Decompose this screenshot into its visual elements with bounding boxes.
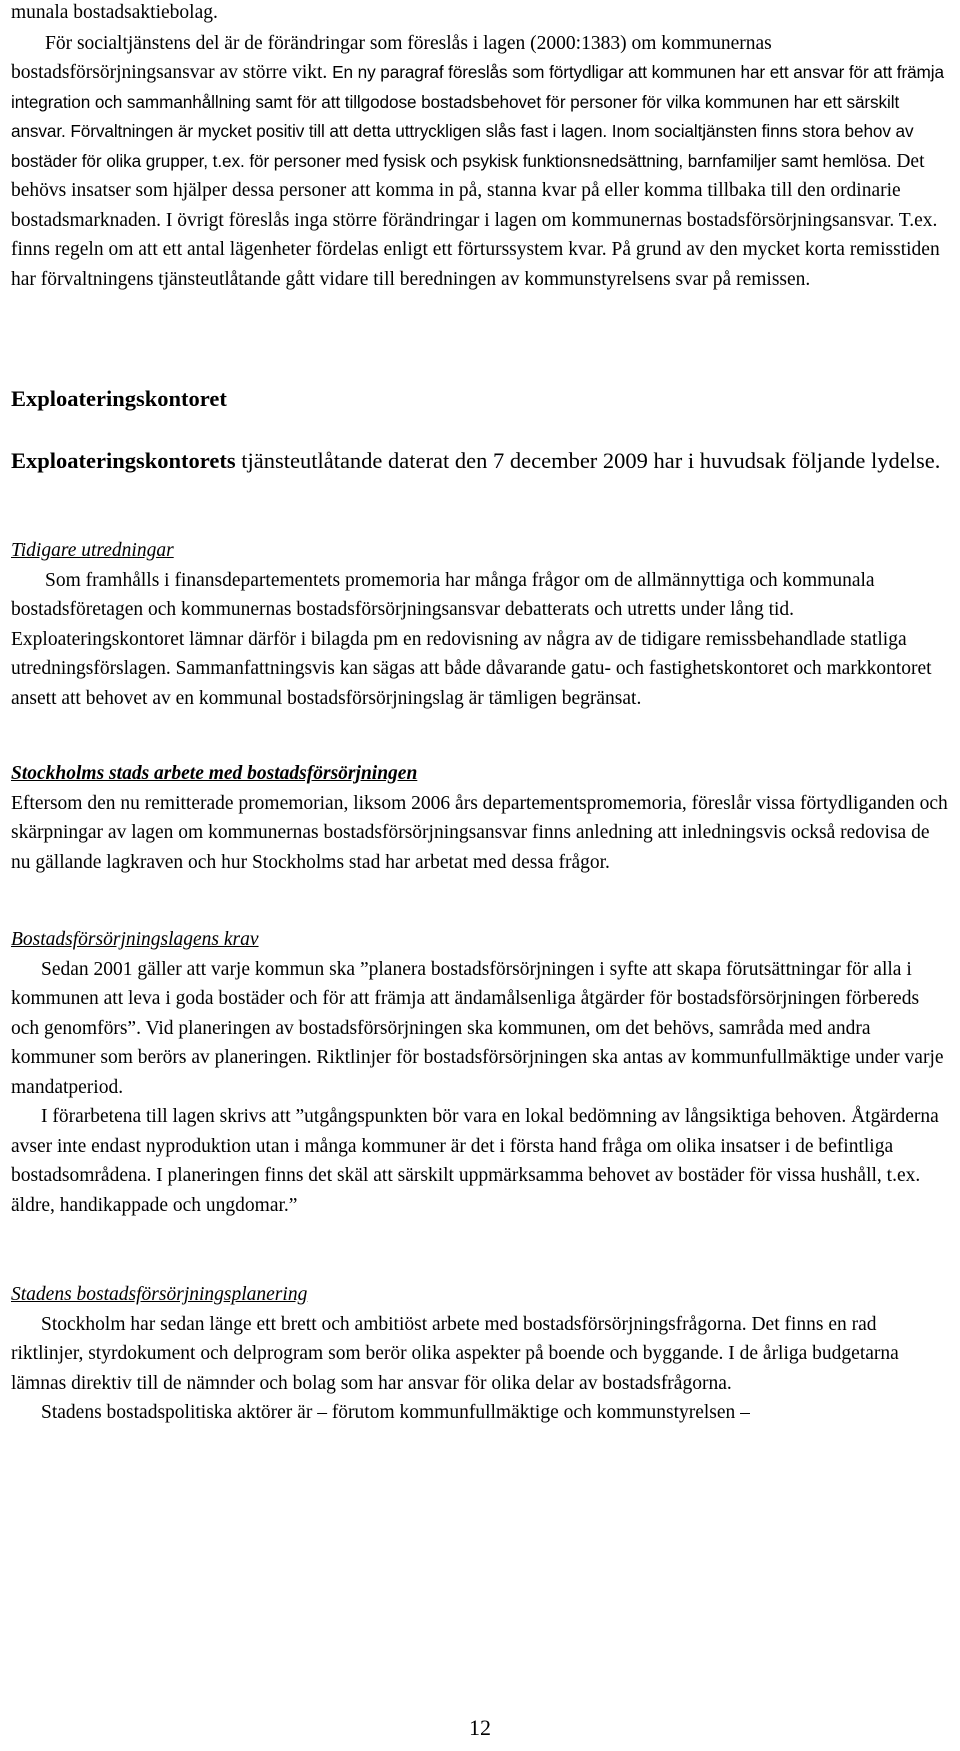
intro-text-3: Det behövs insatser som hjälper dessa personer att komma in på, stanna kvar på eller komma tillbaka till den ordinarie bostadsmarknaden. I övrigt föreslås inga större förändringar i lagen om kommunernas bostadsförsörjningsansvar. T.ex. finns regeln om att ett antal lägenheter fördelas enligt ett förturssystem kvar. På grund av den mycket korta remisstiden har förvaltningens tjänsteutlåtande gått vidare till beredningen av kommunstyrelsens svar på remissen. [11,150,940,290]
section-lead [11,445,946,477]
tidigare-text: Som framhålls i finansdepartementets promemoria har många frågor om de allmännyttiga och kommunala bostadsföretagen och kommunernas bostadsförsörjningsansvar debatterats och utretts under lång tid. Exploateringskontoret lämnar därför i bilagda pm en redovisning av några av de tidigare remissbehandlade statliga utredningsförslagen. Sammanfattningsvis kan sägas att både dåvarande gatu- och fastighetskontoret och markkontoret ansett att behovet av en kommunal bostadsförsörjningslag är tämligen begränsat. [11,569,932,709]
intro-paragraph [11,29,951,295]
planering-text-2: Stadens bostadspolitiska aktörer är – förutom kommunfullmäktige och kommunstyrelsen – [41,1402,750,1423]
krav-text-2: I förarbetena till lagen skrivs att ”utgångspunkten bör vara en lokal bedömning av långsiktiga behoven. Åtgärderna avser inte endast nyproduktion utan i många kommuner är det i första hand fråga om olika insatser i de befintliga bostadsområdena. I planeringen finns det skäl att särskilt uppmärksamma behovet av bostäder för vissa hushåll, t.ex. äldre, handikappade och ungdomar.” [11,1106,939,1216]
stockholm-block [11,759,951,877]
planering-block [11,1280,951,1428]
tidigare-heading: Tidigare utredningar [11,540,174,561]
planering-heading: Stadens bostadsförsörjningsplanering [11,1284,308,1305]
section-lead-rest: tjänsteutlåtande daterat den 7 december 2009 har i huvudsak följande lydelse. [235,448,941,473]
page-number: 12 [469,1715,491,1740]
intro-text-2: En ny paragraf föreslås som förtydligar att kommunen har ett ansvar för att främja integration och sammanhållning samt för att tillgodose bostadsbehovet för personer för vilka kommunen har ett särskilt ansvar. Förvaltningen är mycket positiv till att detta uttryckligen slås fast i lagen. Inom socialtjänsten finns stora behov av bostäder för olika grupper, t.ex. för personer med fysisk och psykisk funktionsnedsättning, barnfamiljer samt hemlösa. [11,62,944,171]
tidigare-block [11,536,951,713]
planering-text-1: Stockholm har sedan länge ett brett och ambitiöst arbete med bostadsförsörjningsfrågorna. Det finns en rad riktlinjer, styrdokument och delprogram som berör olika aspekter på boende och byggande. I de årliga budgetarna lämnas direktiv till de nämnder och bolag som har ansvar för olika delar av bostadsfrågorna. [11,1313,899,1394]
section-lead-bold: Exploateringskontorets [11,448,236,473]
krav-heading: Bostadsförsörjningslagens krav [11,929,259,950]
intro-text-1: För socialtjänstens del är de förändringar som föreslås i lagen (2000:1383) om kommunernas bostadsförsörjningsansvar av större vikt. [11,32,772,83]
intro-first-line: munala bostadsaktiebolag. [11,2,218,23]
stockholm-heading: Stockholms stads arbete med bostadsförsörjningen [11,763,418,784]
stockholm-text: Eftersom den nu remitterade promemorian, liksom 2006 års departementspromemoria, föreslår vissa förtydliganden och skärpningar av lagen om kommunernas bostadsförsörjningsansvar finns anledning att inledningsvis också redovisa de nu gällande lagkraven och hur Stockholms stad har arbetat med dessa frågor. [11,792,948,873]
krav-text-1: Sedan 2001 gäller att varje kommun ska ”planera bostadsförsörjningen i syfte att skapa förutsättningar för alla i kommunen att leva i goda bostäder och för att främja att ändamålsenliga åtgärder för bostadsförsörjningen förbereds och genomförs”. Vid planeringen av bostadsförsörjningen ska kommunen, om det behövs, samråda med andra kommuner som berörs av planeringen. Riktlinjer för bostadsförsörjningen ska antas av kommunfullmäktige under varje mandatperiod. [11,958,944,1098]
krav-block [11,925,951,1220]
section-heading: Exploateringskontoret [11,386,227,411]
intro-block [11,0,951,294]
